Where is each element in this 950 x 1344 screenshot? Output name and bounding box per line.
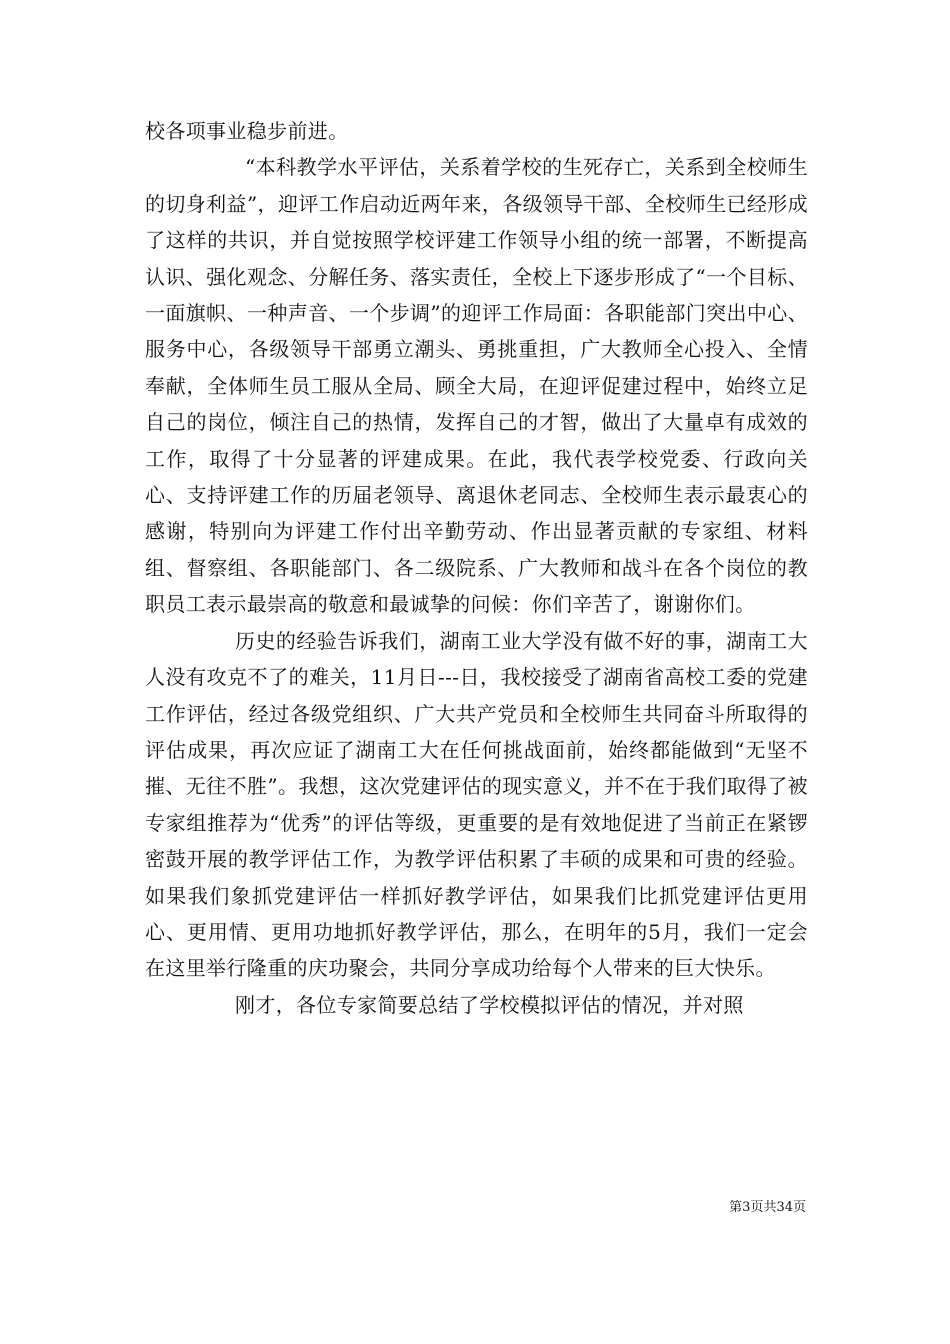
paragraph-continuation: 校各项事业稳步前进。 — [145, 119, 349, 143]
paragraph-historical-experience: 历史的经验告诉我们，湖南工业大学没有做不好的事，湖南工大人没有攻克不了的难关，11月日---日，我校接受了湖南省高校工委的党建工作评估，经过各级党组织、广大共产党员和全校师生共同奋斗所取得的评估成果，再次应证了湖南工大在任何挑战面前，始终都能做到“无坚不摧、无往不胜”。我想，这次党建评估的现实意义，并不在于我们取得了被专家组推荐为“优秀”的评估等级，更重要的是有效地促进了当前正在紧锣密鼓开展的教学评估工作，为教学评估积累了丰硕的成果和可贵的经验。如果我们象抓党建评估一样抓好教学评估，如果我们比抓党建评估更用心、更用情、更用功地抓好教学评估，那么，在明年的5月，我们一定会在这里举行隆重的庆功聚会，共同分享成功给每个人带来的巨大快乐。 — [145, 628, 808, 981]
document-body — [145, 113, 808, 1023]
paragraph-evaluation-consensus: “本科教学水平评估，关系着学校的生死存亡，关系到全校师生的切身利益”，迎评工作启动近两年来，各级领导干部、全校师生已经形成了这样的共识，并自觉按照学校评建工作领导小组的统一部署，不断提高认识、强化观念、分解任务、落实责任，全校上下逐步形成了“一个目标、一面旗帜、一种声音、一个步调”的迎评工作局面：各职能部门突出中心、服务中心，各级领导干部勇立潮头、勇挑重担，广大教师全心投入、全情奉献，全体师生员工服从全局、顾全大局，在迎评促建过程中，始终立足自己的岗位，倾注自己的热情，发挥自己的才智，做出了大量卓有成效的工作，取得了十分显著的评建成果。在此，我代表学校党委、行政向关心、支持评建工作的历届老领导、离退休老同志、全校师生表示最衷心的感谢，特别向为评建工作付出辛勤劳动、作出显著贡献的专家组、材料组、督察组、各职能部门、各二级院系、广大教师和战斗在各个岗位的教职员工表示最崇高的敬意和最诚挚的问候：你们辛苦了，谢谢你们。 — [145, 155, 808, 617]
page-number-footer: 第3页共34页 — [729, 1200, 806, 1215]
paragraph-expert-summary: 刚才，各位专家简要总结了学校模拟评估的情况，并对照 — [235, 992, 744, 1017]
